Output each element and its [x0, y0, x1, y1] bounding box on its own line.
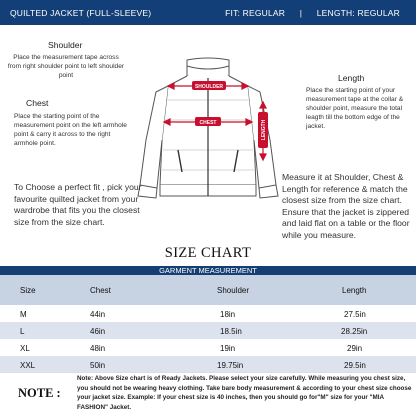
product-name: QUILTED JACKET (FULL-SLEEVE) [10, 8, 152, 18]
col-shoulder: Shoulder [217, 286, 250, 295]
fit-label: FIT: REGULAR [225, 8, 286, 18]
chest-cell: 50in [90, 361, 106, 370]
size-cell: XL [20, 344, 30, 353]
right-note: Measure it at Shoulder, Chest & Length for reference & match the closest size from the size chart. Ensure that the jacket is zippered and laid flat on a table or the floor while you measure. [282, 172, 410, 240]
length-text: Place the starting point of your measurement tape at the collar & shoulder point, measure the total leagth till the bottom edge of the jacket. [306, 87, 404, 130]
length-title: Length [338, 73, 365, 83]
shoulder-text: Place the measurement tape across from right shoulder point to left shoulder point [7, 54, 125, 79]
table-row [0, 322, 416, 339]
size-chart-title: SIZE CHART [164, 245, 252, 261]
col-chest: Chest [90, 286, 111, 295]
size-table [0, 266, 416, 372]
col-length: Length [342, 286, 367, 295]
length-label: LENGTH: REGULAR [316, 8, 400, 18]
size-cell: M [20, 310, 27, 319]
length-cell: 27.5in [344, 310, 366, 319]
shoulder-cell: 18.5in [220, 327, 242, 336]
group-header: GARMENT MEASUREMENT [0, 266, 416, 275]
left-note: To Choose a perfect fit , pick your favourite quilted jacket from your wardrobe that fits you the closest size from the size chart. [14, 182, 142, 227]
length-cell: 28.25in [341, 327, 368, 336]
length-cell: 29in [347, 344, 363, 353]
size-cell: L [20, 327, 25, 336]
table-row [0, 305, 416, 322]
length-cell: 29.5in [344, 361, 366, 370]
shoulder-tag: SHOULDER [194, 83, 224, 90]
shoulder-title: Shoulder [48, 40, 83, 50]
col-size: Size [20, 286, 36, 295]
size-cell: XXL [20, 361, 36, 370]
shoulder-cell: 18in [220, 310, 236, 319]
separator: | [299, 8, 303, 18]
length-tag: LENGTH [261, 119, 267, 141]
shoulder-cell: 19.75in [217, 361, 244, 370]
chest-title: Chest [26, 98, 49, 108]
shoulder-cell: 19in [220, 344, 236, 353]
chest-cell: 44in [90, 310, 106, 319]
chest-tag: CHEST [199, 119, 217, 126]
table-row [0, 356, 416, 373]
note-label: NOTE : [18, 386, 61, 400]
chest-cell: 46in [90, 327, 106, 336]
note-text: Note: Above Size chart is of Ready Jackets. Please select your size carefully. While measuring you chest size, you should not be wearing heavy clothing. Take bare body measurement & according to your chest size choose your jacket size. Example: If your chest size is 40 inches, then you should go for"M" size for your "MIA FASHION" Jacket. [77, 375, 412, 411]
chest-text: Place the starting point of the measurement point on the left armhole point & carry it across to the right armhole point. [14, 113, 127, 147]
table-row [0, 339, 416, 356]
chest-cell: 48in [90, 344, 106, 353]
column-header-row [0, 275, 416, 305]
